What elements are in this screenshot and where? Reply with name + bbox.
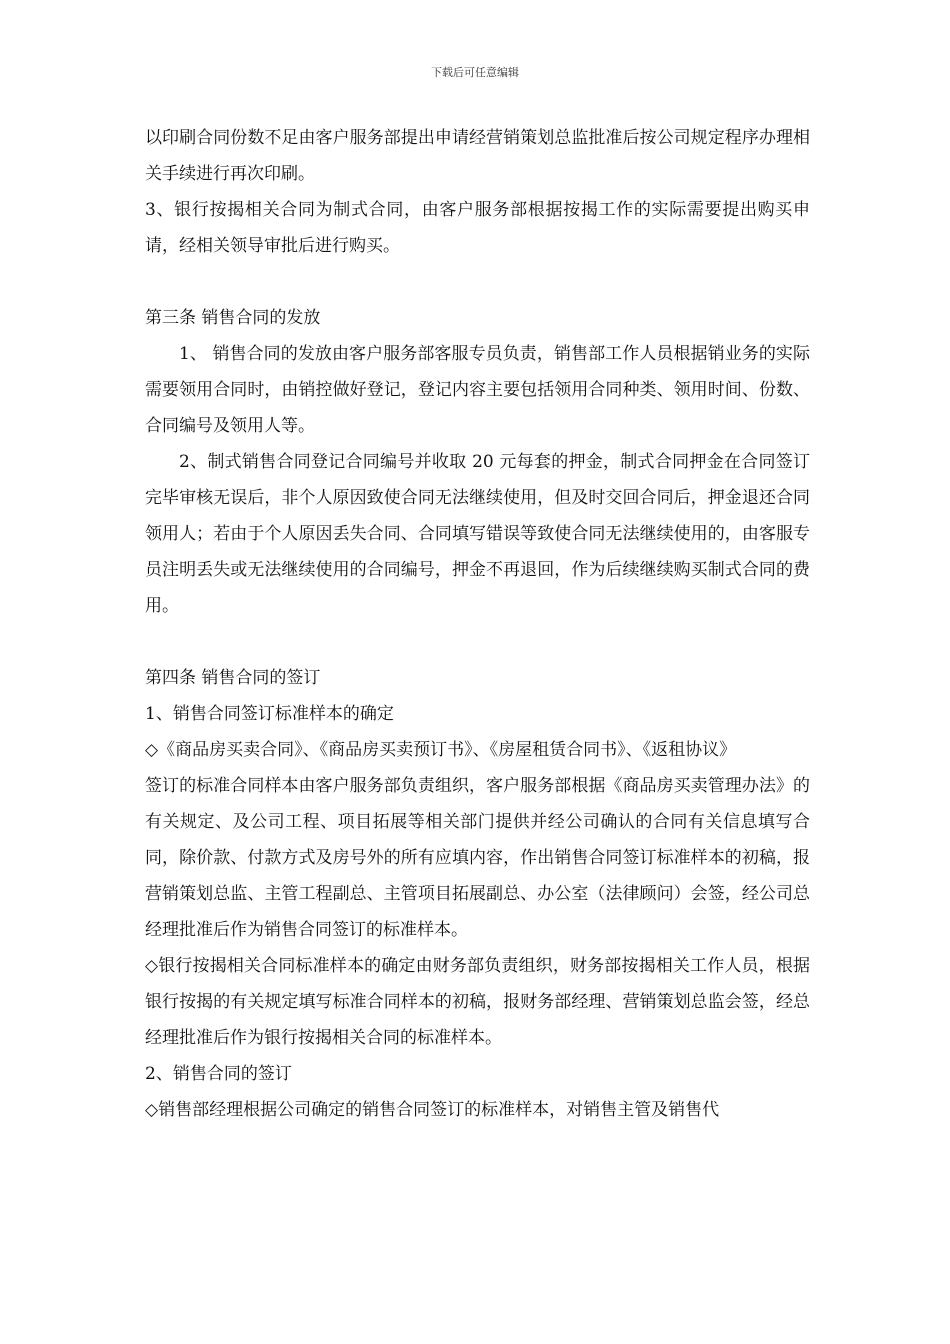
- bullet-contract-types: ◇《商品房买卖合同》、《商品房买卖预订书》、《房屋租赁合同书》、《返租协议》: [145, 740, 737, 760]
- paragraph-bank-contracts: 3、银行按揭相关合同为制式合同，由客户服务部根据按揭工作的实际需要提出购买申请，经相关领导审批后进行购买。: [145, 200, 810, 256]
- section-heading-article-3: 第三条 销售合同的发放: [145, 308, 321, 328]
- paragraph-standard-sample: 签订的标准合同样本由客户服务部负责组织，客户服务部根据《商品房买卖管理办法》的有关规定、及公司工程、项目拓展等相关部门提供并经公司确认的合同有关信息填写合同，除价款、付款方式及房号外的所有应填内容，作出销售合同签订标准样本的初稿，报营销策划总监、主管工程副总、主管项目拓展副总、办公室（法律顾问）会签，经公司总经理批准后作为销售合同签订的标准样本。: [145, 776, 810, 940]
- spacer: [145, 264, 810, 300]
- subheading-signing: 2、销售合同的签订: [145, 1064, 292, 1084]
- paragraph-distribution-2: 2、制式销售合同登记合同编号并收取 20 元每套的押金，制式合同押金在合同签订完毕审核无误后，非个人原因致使合同无法继续使用，但及时交回合同后，押金退还合同领用人；若由于个人原因丢失合同、合同填写错误等致使合同无法继续使用的，由客服专员注明丢失或无法继续使用的合同编号，押金不再退回，作为后续继续购买制式合同的费用。: [145, 452, 810, 616]
- section-heading-article-4: 第四条 销售合同的签订: [145, 668, 321, 688]
- bullet-bank-sample: ◇银行按揭相关合同标准样本的确定由财务部负责组织，财务部按揭相关工作人员，根据银行按揭的有关规定填写标准合同样本的初稿，报财务部经理、营销策划总监会签，经总经理批准后作为银行按揭相关合同的标准样本。: [145, 956, 810, 1048]
- page-header: 下载后可任意编辑: [431, 66, 519, 79]
- paragraph-reprint: 以印刷合同份数不足由客户服务部提出申请经营销策划总监批准后按公司规定程序办理相关手续进行再次印刷。: [145, 128, 810, 184]
- document-body: [145, 120, 810, 1128]
- subheading-standard-sample: 1、销售合同签订标准样本的确定: [145, 704, 394, 724]
- bullet-signing: ◇销售部经理根据公司确定的销售合同签订的标准样本，对销售主管及销售代: [145, 1100, 720, 1120]
- paragraph-distribution-1: 1、 销售合同的发放由客户服务部客服专员负责，销售部工作人员根据销业务的实际需要领用合同时，由销控做好登记，登记内容主要包括领用合同种类、领用时间、份数、合同编号及领用人等。: [145, 344, 810, 436]
- spacer: [145, 624, 810, 660]
